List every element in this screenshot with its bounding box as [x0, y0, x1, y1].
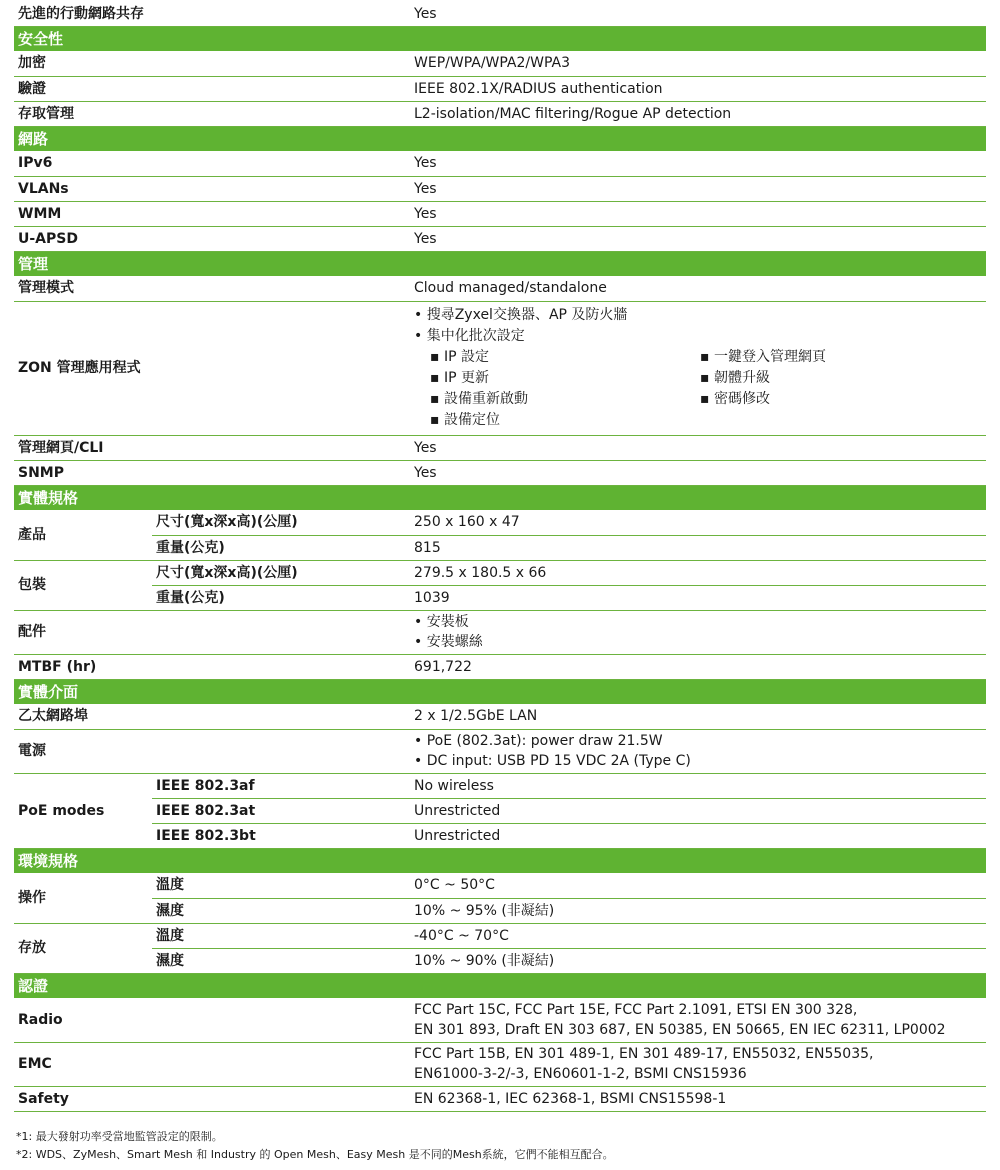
row-label: WMM — [14, 201, 410, 226]
table-row — [14, 226, 986, 251]
list-item: • 安裝板 — [414, 614, 469, 630]
row-value: L2-isolation/MAC filtering/Rogue AP detection — [410, 101, 986, 126]
row-label: Radio — [14, 998, 410, 1042]
section-title: 認證 — [14, 973, 986, 998]
row-value — [410, 729, 986, 773]
row-label: VLANs — [14, 176, 410, 201]
table-row — [14, 585, 986, 610]
table-row — [14, 798, 986, 823]
row-label: 乙太網路埠 — [14, 704, 410, 729]
table-row — [14, 176, 986, 201]
list-item: ▪ 設備定位 — [430, 412, 500, 428]
section-header-network — [14, 126, 986, 151]
row-label: ZON 管理應用程式 — [14, 301, 410, 435]
row-value: 2 x 1/2.5GbE LAN — [410, 704, 986, 729]
row-value: Cloud managed/standalone — [410, 276, 986, 301]
row-label: 配件 — [14, 610, 410, 654]
row-label: 存放 — [14, 923, 152, 973]
row-value: Yes — [410, 201, 986, 226]
sub-label: 濕度 — [152, 948, 410, 973]
row-value: 279.5 x 180.5 x 66 — [410, 560, 986, 585]
row-value: Yes — [410, 226, 986, 251]
row-value: IEEE 802.1X/RADIUS authentication — [410, 76, 986, 101]
table-row — [14, 301, 986, 435]
row-value: 1039 — [410, 585, 986, 610]
table-row — [14, 201, 986, 226]
table-row — [14, 729, 986, 773]
table-row — [14, 435, 986, 460]
row-value: WEP/WPA/WPA2/WPA3 — [410, 51, 986, 76]
list-item: • PoE (802.3at): power draw 21.5W — [414, 733, 663, 749]
section-title: 實體規格 — [14, 485, 986, 510]
list-item: • 集中化批次設定 — [414, 328, 525, 344]
table-row — [14, 101, 986, 126]
zon-feature-list — [410, 301, 986, 435]
table-row — [14, 923, 986, 948]
row-value: 0°C ~ 50°C — [410, 873, 986, 898]
list-item: ▪ IP 設定 — [430, 349, 489, 365]
row-value: Unrestricted — [410, 823, 986, 848]
row-value: 10% ~ 95% (非凝結) — [410, 898, 986, 923]
table-row — [14, 610, 986, 654]
table-row — [14, 1042, 986, 1086]
row-label: SNMP — [14, 460, 410, 485]
row-label: 電源 — [14, 729, 410, 773]
text-line: EN61000-3-2/-3, EN60601-1-2, BSMI CNS15936 — [414, 1066, 747, 1082]
table-row — [14, 276, 986, 301]
row-label: IPv6 — [14, 151, 410, 176]
row-label: 包裝 — [14, 560, 152, 610]
footnote-1: *1: 最大發射功率受當地監管設定的限制。 — [16, 1130, 223, 1143]
row-value: 815 — [410, 535, 986, 560]
sub-label: 重量(公克) — [152, 585, 410, 610]
list-item: ▪ 韌體升級 — [700, 370, 770, 386]
section-title: 管理 — [14, 251, 986, 276]
row-value: 691,722 — [410, 654, 986, 679]
sub-label: 尺寸(寬x深x高)(公厘) — [152, 560, 410, 585]
text-line: EN 301 893, Draft EN 303 687, EN 50385, EN 50665, EN IEC 62311, LP0002 — [414, 1021, 946, 1038]
row-label: EMC — [14, 1042, 410, 1086]
row-label: 存取管理 — [14, 101, 410, 126]
table-row — [14, 823, 986, 848]
row-value: 250 x 160 x 47 — [410, 510, 986, 535]
list-item: ▪ 設備重新啟動 — [430, 391, 528, 407]
table-row — [14, 76, 986, 101]
row-label: 驗證 — [14, 76, 410, 101]
row-label: 操作 — [14, 873, 152, 923]
section-title: 實體介面 — [14, 679, 986, 704]
section-title: 安全性 — [14, 26, 986, 51]
table-row — [14, 535, 986, 560]
section-header-hardware — [14, 485, 986, 510]
row-label: 產品 — [14, 510, 152, 560]
section-header-security — [14, 26, 986, 51]
row-value: Yes — [410, 176, 986, 201]
row-label: PoE modes — [14, 773, 152, 848]
row-value: Yes — [410, 460, 986, 485]
section-header-environment — [14, 848, 986, 873]
sub-label: 溫度 — [152, 873, 410, 898]
table-row — [14, 460, 986, 485]
sub-label: 溫度 — [152, 923, 410, 948]
row-value: EN 62368-1, IEC 62368-1, BSMI CNS15598-1 — [410, 1086, 986, 1111]
row-value: No wireless — [410, 773, 986, 798]
table-row — [14, 510, 986, 535]
row-label: 先進的行動網路共存 — [14, 2, 410, 26]
row-value — [410, 610, 986, 654]
table-row — [14, 1086, 986, 1111]
list-item: ▪ 密碼修改 — [700, 391, 770, 407]
list-item: • DC input: USB PD 15 VDC 2A (Type C) — [414, 753, 691, 769]
section-header-interface — [14, 679, 986, 704]
list-item: • 安裝螺絲 — [414, 634, 483, 650]
list-item: • 搜尋Zyxel交換器、AP 及防火牆 — [414, 307, 628, 323]
sub-label: 尺寸(寬x深x高)(公厘) — [152, 510, 410, 535]
table-row — [14, 51, 986, 76]
row-label: U-APSD — [14, 226, 410, 251]
text-line: FCC Part 15B, EN 301 489-1, EN 301 489-17, EN55032, EN55035, — [414, 1046, 874, 1062]
table-row — [14, 998, 986, 1042]
table-row — [14, 873, 986, 898]
sub-label: 重量(公克) — [152, 535, 410, 560]
list-item: ▪ IP 更新 — [430, 370, 489, 386]
row-value — [410, 998, 986, 1042]
row-value: -40°C ~ 70°C — [410, 923, 986, 948]
row-label: MTBF (hr) — [14, 654, 410, 679]
row-value: 10% ~ 90% (非凝結) — [410, 948, 986, 973]
section-header-management — [14, 251, 986, 276]
table-row — [14, 151, 986, 176]
row-value: Unrestricted — [410, 798, 986, 823]
row-label: Safety — [14, 1086, 410, 1111]
sub-label: IEEE 802.3bt — [152, 823, 410, 848]
sub-label: IEEE 802.3at — [152, 798, 410, 823]
section-header-certification — [14, 973, 986, 998]
row-value: Yes — [410, 151, 986, 176]
row-label: 管理網頁/CLI — [14, 435, 410, 460]
section-title: 環境規格 — [14, 848, 986, 873]
table-row — [14, 2, 986, 26]
row-value: Yes — [410, 435, 986, 460]
spec-table — [14, 2, 986, 1112]
text-line: FCC Part 15C, FCC Part 15E, FCC Part 2.1091, ETSI EN 300 328, — [414, 1001, 858, 1018]
table-row — [14, 704, 986, 729]
row-label: 加密 — [14, 51, 410, 76]
table-row — [14, 948, 986, 973]
list-item: ▪ 一鍵登入管理網頁 — [700, 349, 826, 365]
sub-label: IEEE 802.3af — [152, 773, 410, 798]
row-label: 管理模式 — [14, 276, 410, 301]
footnotes — [16, 1128, 614, 1164]
table-row — [14, 898, 986, 923]
table-row — [14, 560, 986, 585]
row-value — [410, 1042, 986, 1086]
sub-label: 濕度 — [152, 898, 410, 923]
row-value: Yes — [410, 2, 986, 26]
section-title: 網路 — [14, 126, 986, 151]
table-row — [14, 773, 986, 798]
footnote-2: *2: WDS、ZyMesh、Smart Mesh 和 Industry 的 Open Mesh、Easy Mesh 是不同的Mesh系統，它們不能相互配合。 — [16, 1148, 614, 1161]
table-row — [14, 654, 986, 679]
